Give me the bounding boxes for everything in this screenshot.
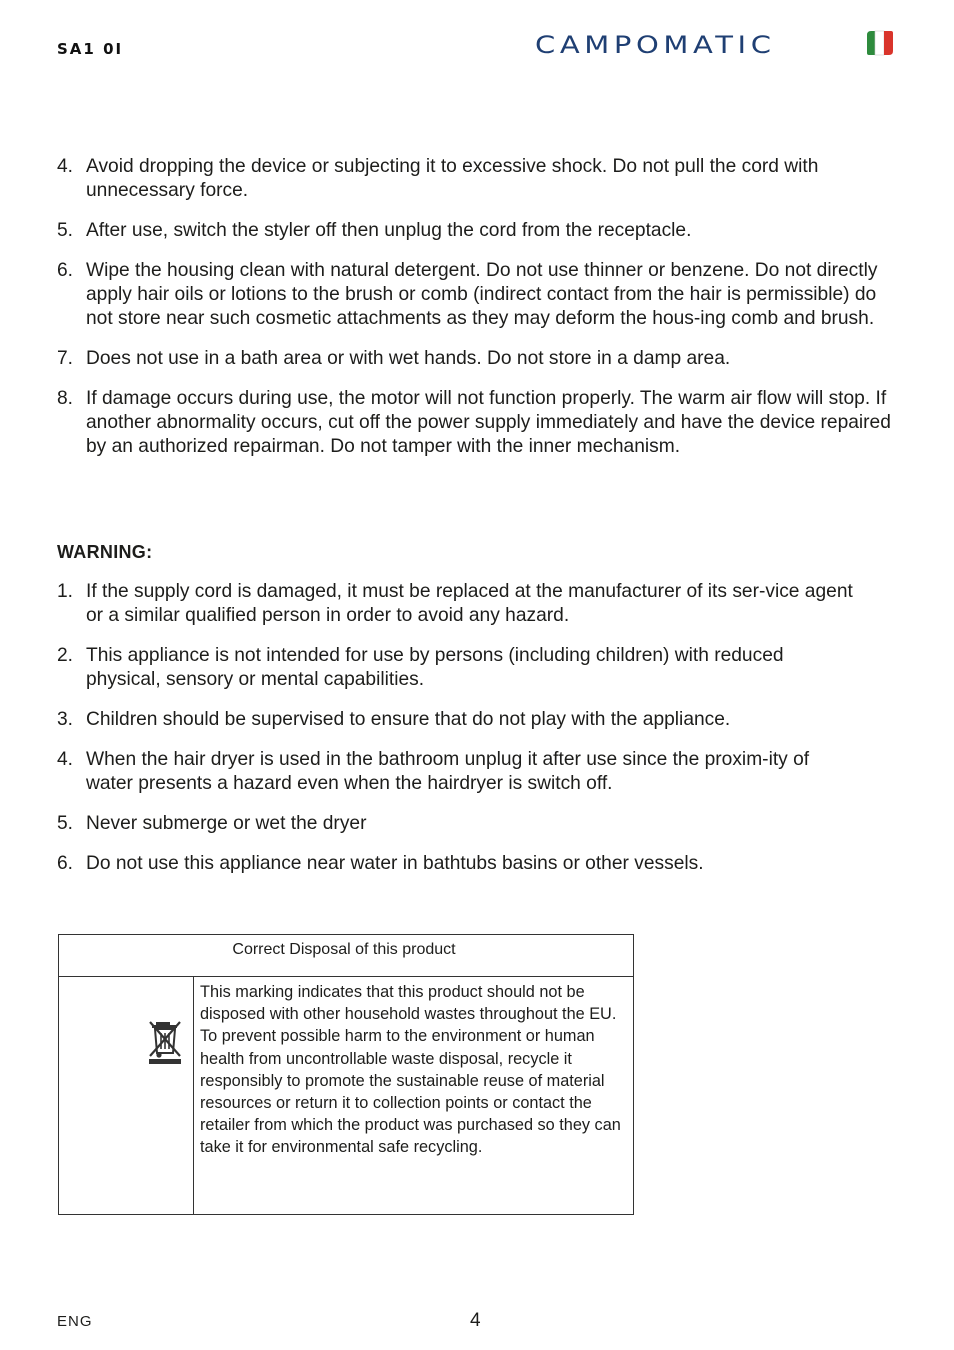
page-number: 4 <box>470 1310 481 1331</box>
crossed-out-wheelie-bin-icon <box>147 1019 183 1065</box>
care-instructions-list <box>57 155 897 475</box>
item-text: Never submerge or wet the dryer <box>86 813 367 834</box>
brand-name: CAMPOMATIC <box>535 31 776 59</box>
list-item <box>57 347 897 371</box>
list-item <box>57 748 857 796</box>
model-number: SA1 0I <box>57 40 124 58</box>
item-number: 6. <box>57 853 74 874</box>
warning-heading: WARNING: <box>57 542 153 562</box>
item-number: 5. <box>57 813 74 834</box>
disposal-icon-cell <box>59 977 194 1214</box>
item-text: Wipe the housing clean with natural detergent. Do not use thinner or benzene. Do not directly apply hair oils or lotions to the brush or comb (indirect contact from the hair is permissible) do not store near such cosmetic attachments as they may deform the hous-ing comb and brush. <box>86 260 878 329</box>
disposal-description: This marking indicates that this product should not be disposed with other household wastes throughout the EU. To prevent possible harm to the environment or human health from uncontrollable waste disposal, recycle it responsibly to promote the sustainable reuse of material resources or return it to collection points or contact the retailer from which the product was purchased so they can take it for environmental safe recycling. <box>200 983 621 1157</box>
item-number: 3. <box>57 709 74 730</box>
item-text: Avoid dropping the device or subjecting it to excessive shock. Do not pull the cord with unnecessary force. <box>86 156 819 201</box>
list-item <box>57 259 897 331</box>
disposal-title: Correct Disposal of this product <box>232 941 456 958</box>
warning-list <box>57 580 857 892</box>
list-item <box>57 812 857 836</box>
item-number: 1. <box>57 581 74 602</box>
disposal-table <box>58 934 634 1215</box>
list-item <box>57 219 897 243</box>
list-item <box>57 644 857 692</box>
item-text: If the supply cord is damaged, it must be replaced at the manufacturer of its ser-vice agent or a similar qualified person in order to avoid any hazard. <box>86 581 853 626</box>
list-item <box>57 155 897 203</box>
list-item <box>57 580 857 628</box>
item-number: 8. <box>57 388 74 409</box>
list-item <box>57 708 857 732</box>
item-text: When the hair dryer is used in the bathroom unplug it after use since the proxim-ity of water presents a hazard even when the hairdryer is switch off. <box>86 749 810 794</box>
item-text: If damage occurs during use, the motor will not function properly. The warm air flow will stop. If another abnormality occurs, cut off the power supply immediately and have the device repaired by an authorized repairman. Do not tamper with the inner mechanism. <box>86 388 891 457</box>
item-text: Children should be supervised to ensure that do not play with the appliance. <box>86 709 731 730</box>
footer-language: ENG <box>57 1313 93 1330</box>
list-item <box>57 852 857 876</box>
item-text: Do not use this appliance near water in bathtubs basins or other vessels. <box>86 853 704 874</box>
item-number: 6. <box>57 260 74 281</box>
item-text: This appliance is not intended for use by persons (including children) with reduced physical, sensory or mental capabilities. <box>86 645 784 690</box>
campomatic-logo <box>535 29 900 61</box>
item-number: 5. <box>57 220 74 241</box>
item-number: 4. <box>57 156 74 177</box>
list-item <box>57 387 897 459</box>
disposal-table-header <box>59 935 633 977</box>
item-number: 7. <box>57 348 74 369</box>
item-text: After use, switch the styler off then unplug the cord from the receptacle. <box>86 220 692 241</box>
item-number: 4. <box>57 749 74 770</box>
italian-flag-icon <box>865 29 895 57</box>
item-text: Does not use in a bath area or with wet hands. Do not store in a damp area. <box>86 348 731 369</box>
item-number: 2. <box>57 645 74 666</box>
